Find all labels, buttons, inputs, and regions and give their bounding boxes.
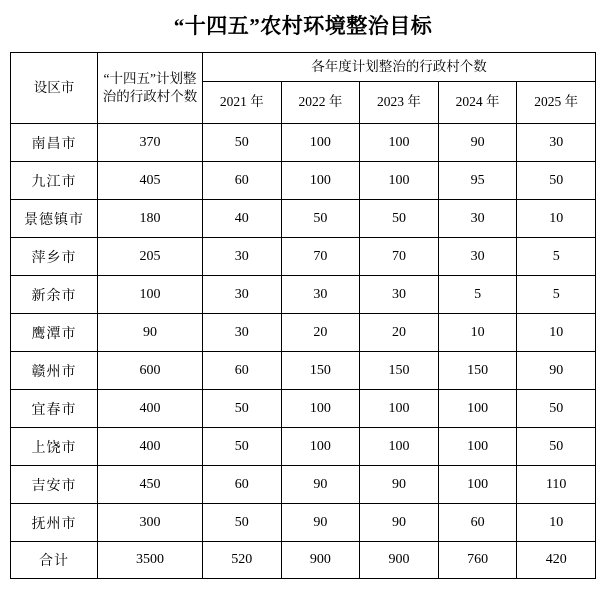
row-year-2024: 100 — [438, 428, 517, 466]
row-year-2024: 30 — [438, 200, 517, 238]
table-row — [11, 352, 596, 390]
table-row — [11, 428, 596, 466]
row-total: 450 — [98, 466, 203, 504]
header-total: “十四五”计划整治的行政村个数 — [98, 53, 203, 124]
row-year-2022: 90 — [281, 466, 360, 504]
row-total: 400 — [98, 390, 203, 428]
row-region: 南昌市 — [11, 124, 98, 162]
total-row-year-2024: 760 — [438, 542, 517, 579]
row-region: 景德镇市 — [11, 200, 98, 238]
row-year-2023: 100 — [360, 428, 439, 466]
row-year-2021: 50 — [203, 390, 282, 428]
row-region: 九江市 — [11, 162, 98, 200]
header-year-2021: 2021 年 — [203, 82, 282, 124]
document-page — [0, 10, 606, 614]
row-year-2021: 60 — [203, 466, 282, 504]
row-region: 上饶市 — [11, 428, 98, 466]
row-year-2025: 30 — [517, 124, 596, 162]
header-year-2022: 2022 年 — [281, 82, 360, 124]
row-year-2022: 50 — [281, 200, 360, 238]
row-year-2024: 10 — [438, 314, 517, 352]
row-year-2023: 70 — [360, 238, 439, 276]
row-total: 400 — [98, 428, 203, 466]
row-year-2021: 30 — [203, 276, 282, 314]
table-header — [11, 53, 596, 124]
row-region: 新余市 — [11, 276, 98, 314]
row-year-2025: 110 — [517, 466, 596, 504]
row-year-2023: 90 — [360, 504, 439, 542]
row-year-2022: 70 — [281, 238, 360, 276]
row-year-2025: 10 — [517, 504, 596, 542]
row-year-2024: 95 — [438, 162, 517, 200]
row-year-2022: 30 — [281, 276, 360, 314]
row-region: 鹰潭市 — [11, 314, 98, 352]
table-body — [11, 124, 596, 579]
row-year-2024: 60 — [438, 504, 517, 542]
row-region: 吉安市 — [11, 466, 98, 504]
row-year-2025: 5 — [517, 276, 596, 314]
row-year-2023: 20 — [360, 314, 439, 352]
total-row-total: 3500 — [98, 542, 203, 579]
row-year-2024: 100 — [438, 390, 517, 428]
table-row — [11, 504, 596, 542]
row-total: 90 — [98, 314, 203, 352]
row-region: 赣州市 — [11, 352, 98, 390]
row-total: 100 — [98, 276, 203, 314]
row-year-2025: 10 — [517, 200, 596, 238]
row-year-2025: 10 — [517, 314, 596, 352]
row-year-2021: 30 — [203, 238, 282, 276]
row-total: 600 — [98, 352, 203, 390]
row-year-2023: 90 — [360, 466, 439, 504]
row-year-2025: 50 — [517, 162, 596, 200]
row-year-2022: 100 — [281, 428, 360, 466]
row-year-2023: 50 — [360, 200, 439, 238]
total-row-year-2021: 520 — [203, 542, 282, 579]
row-year-2024: 90 — [438, 124, 517, 162]
row-region: 抚州市 — [11, 504, 98, 542]
row-total: 180 — [98, 200, 203, 238]
environment-targets-table — [10, 52, 596, 579]
row-year-2021: 50 — [203, 504, 282, 542]
table-row — [11, 314, 596, 352]
row-year-2023: 30 — [360, 276, 439, 314]
page-title: “十四五”农村环境整治目标 — [173, 14, 433, 38]
row-year-2021: 50 — [203, 428, 282, 466]
row-year-2025: 90 — [517, 352, 596, 390]
row-year-2024: 100 — [438, 466, 517, 504]
table-row — [11, 390, 596, 428]
row-year-2023: 100 — [360, 124, 439, 162]
table-row — [11, 276, 596, 314]
row-year-2022: 20 — [281, 314, 360, 352]
row-total: 300 — [98, 504, 203, 542]
row-total: 205 — [98, 238, 203, 276]
row-year-2022: 100 — [281, 124, 360, 162]
table-row — [11, 238, 596, 276]
table-row — [11, 466, 596, 504]
row-year-2023: 150 — [360, 352, 439, 390]
table-row — [11, 124, 596, 162]
row-total: 370 — [98, 124, 203, 162]
header-years-group: 各年度计划整治的行政村个数 — [203, 53, 596, 82]
row-year-2024: 5 — [438, 276, 517, 314]
row-year-2021: 50 — [203, 124, 282, 162]
row-year-2021: 60 — [203, 352, 282, 390]
table-container — [0, 52, 606, 579]
total-row-year-2022: 900 — [281, 542, 360, 579]
row-year-2025: 50 — [517, 390, 596, 428]
row-year-2022: 100 — [281, 162, 360, 200]
row-year-2022: 150 — [281, 352, 360, 390]
header-year-2023: 2023 年 — [360, 82, 439, 124]
row-region: 萍乡市 — [11, 238, 98, 276]
header-year-2024: 2024 年 — [438, 82, 517, 124]
total-row-year-2023: 900 — [360, 542, 439, 579]
row-year-2023: 100 — [360, 162, 439, 200]
row-year-2025: 5 — [517, 238, 596, 276]
row-year-2025: 50 — [517, 428, 596, 466]
total-row-label: 合计 — [11, 542, 98, 579]
row-year-2021: 30 — [203, 314, 282, 352]
total-row-year-2025: 420 — [517, 542, 596, 579]
row-total: 405 — [98, 162, 203, 200]
table-row — [11, 162, 596, 200]
row-year-2022: 90 — [281, 504, 360, 542]
table-total-row — [11, 542, 596, 579]
header-row-1 — [11, 53, 596, 82]
row-year-2023: 100 — [360, 390, 439, 428]
header-year-2025: 2025 年 — [517, 82, 596, 124]
table-row — [11, 200, 596, 238]
header-region: 设区市 — [11, 53, 98, 124]
row-year-2021: 60 — [203, 162, 282, 200]
row-year-2024: 30 — [438, 238, 517, 276]
row-year-2021: 40 — [203, 200, 282, 238]
row-year-2024: 150 — [438, 352, 517, 390]
row-region: 宜春市 — [11, 390, 98, 428]
row-year-2022: 100 — [281, 390, 360, 428]
